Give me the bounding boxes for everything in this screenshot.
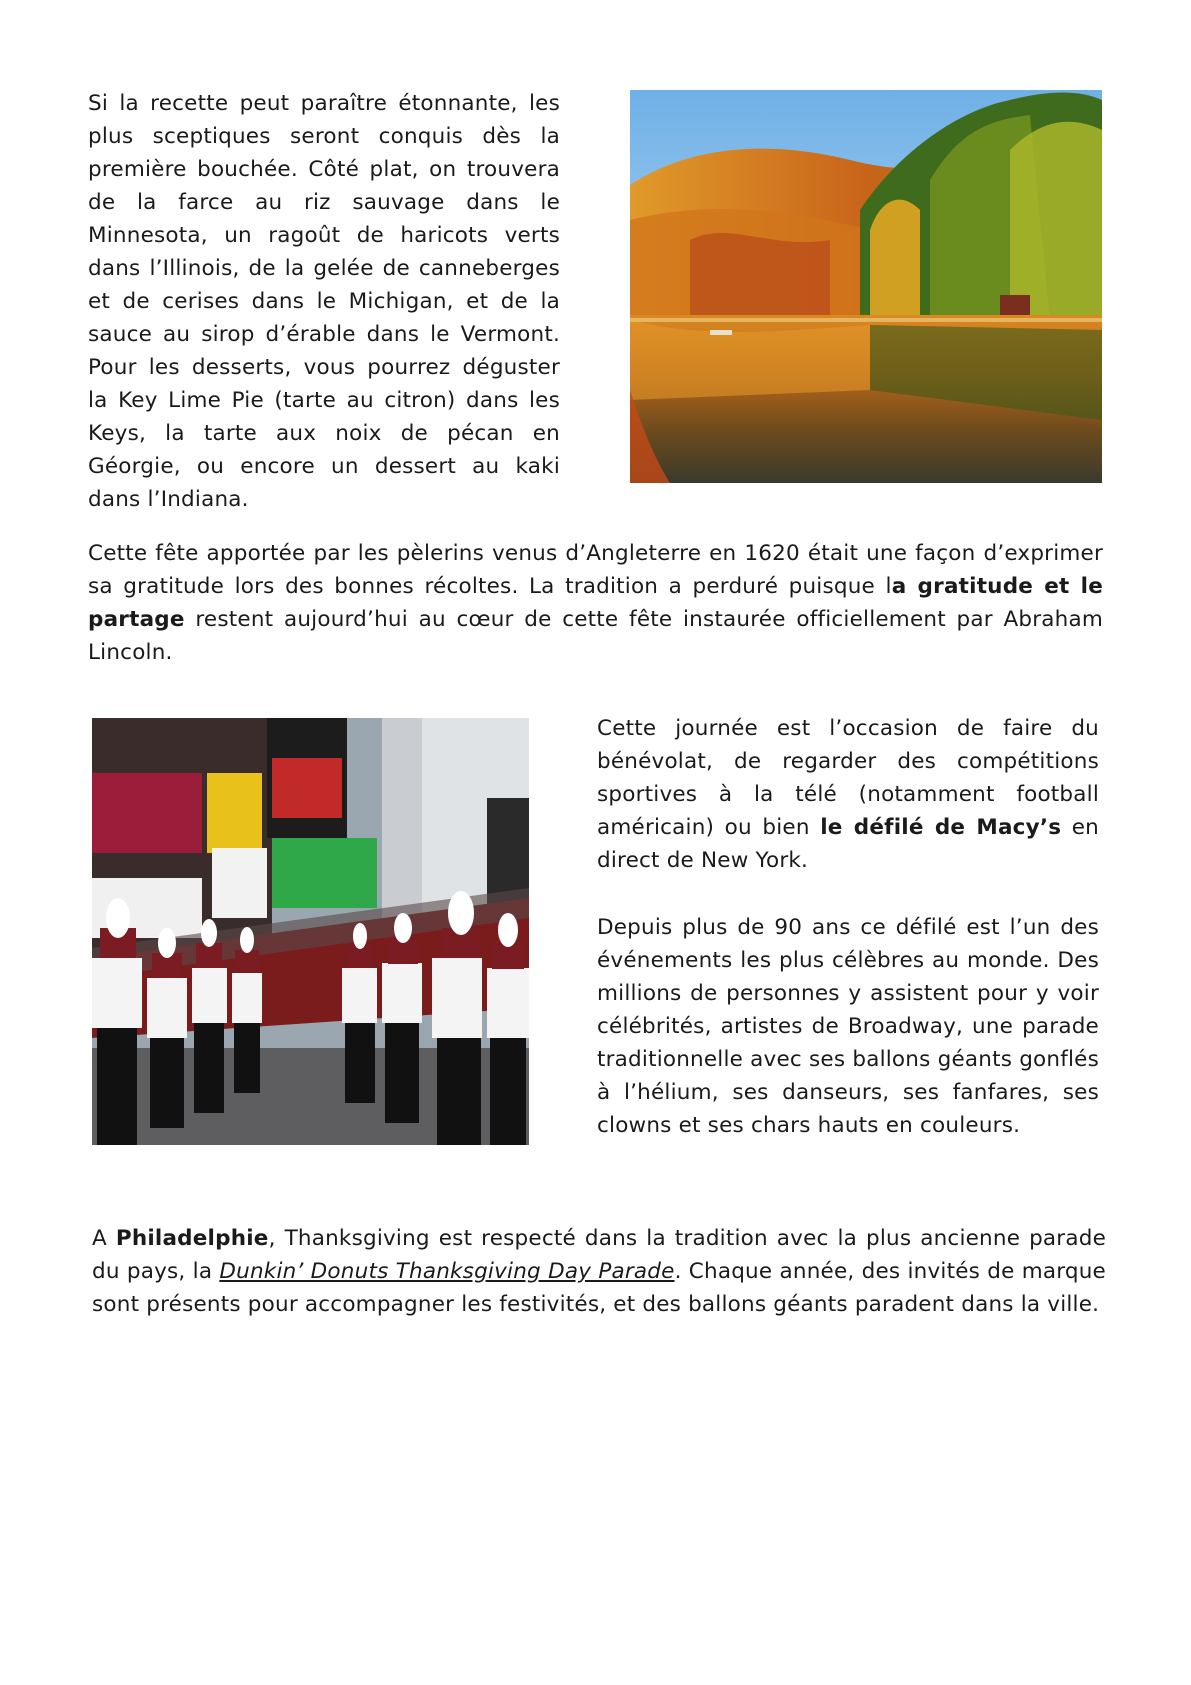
day-bold-text: le défilé de Macy’s	[820, 815, 1062, 840]
philadelphia-bold-text: Philadelphie	[115, 1226, 269, 1251]
philadelphia-text-middle: , Thanksgiving est respecté dans la tradition avec la plus ancienne parade du pays, la	[92, 1226, 1106, 1284]
day-paragraph	[597, 712, 1099, 877]
parade-paragraph: Depuis plus de 90 ans ce défilé est l’un des événements les plus célèbres au monde. Des millions de personnes y assistent pour y voir célébrités, artistes de Broadway, une parade traditionnelle avec ses ballons géants gonflés à l’hélium, ses danseurs, ses fanfares, ses clowns et ses chars hauts en couleurs.	[597, 915, 1099, 1138]
philadelphia-text-end: . Chaque année, des invités de marque sont présents pour accompagner les festivités, et des ballons géants paradent dans la ville.	[92, 1259, 1106, 1317]
parade-link[interactable]: Dunkin’ Donuts Thanksgiving Day Parade	[219, 1259, 675, 1284]
autumn-lake-photo	[630, 90, 1102, 483]
history-paragraph	[88, 537, 1103, 669]
day-text-start: Cette journée est l’occasion de faire du bénévolat, de regarder des compétitions sportives à la télé (notamment football américain) ou bien	[597, 716, 1099, 840]
history-bold-text: a gratitude et le partage	[88, 574, 1103, 632]
day-text-end: en direct de New York.	[597, 815, 1100, 873]
history-text-end: restent aujourd’hui au cœur de cette fête instaurée officiellement par Abraham Lincoln.	[88, 607, 1103, 665]
philadelphia-prefix: A	[92, 1226, 116, 1251]
marching-band-parade-photo	[92, 718, 529, 1145]
recipes-paragraph: Si la recette peut paraître étonnante, les plus sceptiques seront conquis dès la première bouchée. Côté plat, on trouvera de la farce au riz sauvage dans le Minnesota, un ragoût de haricots verts dans l’Illinois, de la gelée de canneberges et de cerises dans le Michigan, et de la sauce au sirop d’érable dans le Vermont. Pour les desserts, vous pourrez déguster la Key Lime Pie (tarte au citron) dans les Keys, la tarte aux noix de pécan en Géorgie, ou encore un dessert au kaki dans l’Indiana.	[88, 91, 560, 512]
history-text-start: Cette fête apportée par les pèlerins venus d’Angleterre en 1620 était une façon d’exprimer sa gratitude lors des bonnes récoltes. La tradition a perduré puisque l	[88, 541, 1103, 599]
philadelphia-paragraph	[92, 1222, 1106, 1321]
